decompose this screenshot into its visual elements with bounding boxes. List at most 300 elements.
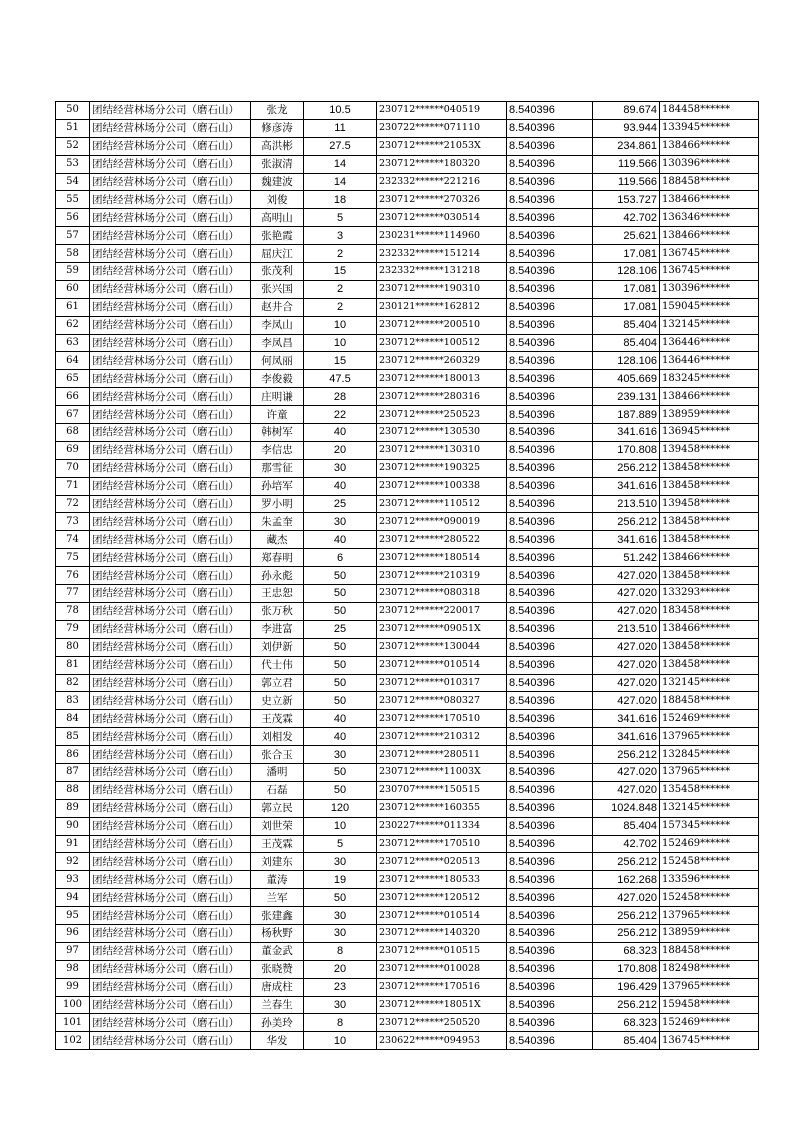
unit-name: 团结经营林场分公司（磨石山） xyxy=(90,155,251,173)
area-value: 3 xyxy=(304,227,377,245)
area-value: 10 xyxy=(304,1032,377,1050)
table-row xyxy=(56,674,759,692)
amount-value: 85.404 xyxy=(593,1032,660,1050)
row-number: 74 xyxy=(56,531,90,549)
phone-number: 132145****** xyxy=(660,799,759,817)
phone-number: 188458****** xyxy=(660,942,759,960)
row-number: 66 xyxy=(56,388,90,406)
row-number: 102 xyxy=(56,1032,90,1050)
id-number: 230712******120512 xyxy=(377,889,507,907)
amount-value: 128.106 xyxy=(593,352,660,370)
rate-value: 8.540396 xyxy=(507,817,593,835)
phone-number: 130396****** xyxy=(660,280,759,298)
table-row xyxy=(56,978,759,996)
row-number: 69 xyxy=(56,441,90,459)
amount-value: 341.616 xyxy=(593,728,660,746)
person-name: 许童 xyxy=(251,406,304,424)
phone-number: 136945****** xyxy=(660,424,759,442)
amount-value: 427.020 xyxy=(593,602,660,620)
table-row xyxy=(56,942,759,960)
row-number: 83 xyxy=(56,692,90,710)
id-number: 230712******100338 xyxy=(377,477,507,495)
table-row xyxy=(56,889,759,907)
amount-value: 427.020 xyxy=(593,889,660,907)
rate-value: 8.540396 xyxy=(507,173,593,191)
person-name: 罗小明 xyxy=(251,495,304,513)
id-number: 230712******280316 xyxy=(377,388,507,406)
rate-value: 8.540396 xyxy=(507,1032,593,1050)
rate-value: 8.540396 xyxy=(507,924,593,942)
phone-number: 136745****** xyxy=(660,263,759,281)
row-number: 57 xyxy=(56,227,90,245)
id-number: 230622******094953 xyxy=(377,1032,507,1050)
person-name: 张龙 xyxy=(251,102,304,120)
unit-name: 团结经营林场分公司（磨石山） xyxy=(90,585,251,603)
table-row xyxy=(56,996,759,1014)
amount-value: 153.727 xyxy=(593,191,660,209)
table-row xyxy=(56,799,759,817)
table-row xyxy=(56,173,759,191)
area-value: 30 xyxy=(304,924,377,942)
table-row xyxy=(56,1014,759,1032)
table-row xyxy=(56,549,759,567)
area-value: 11 xyxy=(304,119,377,137)
amount-value: 427.020 xyxy=(593,656,660,674)
rate-value: 8.540396 xyxy=(507,853,593,871)
rate-value: 8.540396 xyxy=(507,728,593,746)
table-row xyxy=(56,585,759,603)
table-row xyxy=(56,209,759,227)
amount-value: 256.212 xyxy=(593,924,660,942)
table-row xyxy=(56,817,759,835)
unit-name: 团结经营林场分公司（磨石山） xyxy=(90,459,251,477)
unit-name: 团结经营林场分公司（磨石山） xyxy=(90,388,251,406)
id-number: 230712******190310 xyxy=(377,280,507,298)
phone-number: 188458****** xyxy=(660,692,759,710)
person-name: 何凤丽 xyxy=(251,352,304,370)
unit-name: 团结经营林场分公司（磨石山） xyxy=(90,477,251,495)
id-number: 230712******130310 xyxy=(377,441,507,459)
table-row xyxy=(56,119,759,137)
table-row xyxy=(56,495,759,513)
rate-value: 8.540396 xyxy=(507,298,593,316)
amount-value: 51.242 xyxy=(593,549,660,567)
unit-name: 团结经营林场分公司（磨石山） xyxy=(90,924,251,942)
amount-value: 93.944 xyxy=(593,119,660,137)
id-number: 230712******010514 xyxy=(377,656,507,674)
unit-name: 团结经营林场分公司（磨石山） xyxy=(90,602,251,620)
amount-value: 128.106 xyxy=(593,263,660,281)
row-number: 87 xyxy=(56,763,90,781)
row-number: 53 xyxy=(56,155,90,173)
row-number: 94 xyxy=(56,889,90,907)
row-number: 78 xyxy=(56,602,90,620)
id-number: 230712******080327 xyxy=(377,692,507,710)
phone-number: 132145****** xyxy=(660,316,759,334)
unit-name: 团结经营林场分公司（磨石山） xyxy=(90,531,251,549)
unit-name: 团结经营林场分公司（磨石山） xyxy=(90,245,251,263)
id-number: 232332******221216 xyxy=(377,173,507,191)
phone-number: 137965****** xyxy=(660,907,759,925)
phone-number: 136346****** xyxy=(660,209,759,227)
person-name: 屈庆江 xyxy=(251,245,304,263)
phone-number: 132145****** xyxy=(660,674,759,692)
row-number: 99 xyxy=(56,978,90,996)
table-row xyxy=(56,907,759,925)
id-number: 230707******150515 xyxy=(377,781,507,799)
rate-value: 8.540396 xyxy=(507,710,593,728)
table-row xyxy=(56,513,759,531)
person-name: 孙美玲 xyxy=(251,1014,304,1032)
rate-value: 8.540396 xyxy=(507,549,593,567)
person-name: 韩树军 xyxy=(251,424,304,442)
phone-number: 135458****** xyxy=(660,781,759,799)
unit-name: 团结经营林场分公司（磨石山） xyxy=(90,567,251,585)
phone-number: 137965****** xyxy=(660,978,759,996)
person-name: 张兴国 xyxy=(251,280,304,298)
amount-value: 170.808 xyxy=(593,960,660,978)
amount-value: 256.212 xyxy=(593,513,660,531)
phone-number: 184458****** xyxy=(660,102,759,120)
rate-value: 8.540396 xyxy=(507,119,593,137)
id-number: 230712******130044 xyxy=(377,638,507,656)
rate-value: 8.540396 xyxy=(507,763,593,781)
id-number: 230712******180013 xyxy=(377,370,507,388)
id-number: 230712******09051X xyxy=(377,620,507,638)
id-number: 230712******250520 xyxy=(377,1014,507,1032)
row-number: 51 xyxy=(56,119,90,137)
person-name: 王茂霖 xyxy=(251,710,304,728)
table-row xyxy=(56,710,759,728)
rate-value: 8.540396 xyxy=(507,388,593,406)
unit-name: 团结经营林场分公司（磨石山） xyxy=(90,370,251,388)
area-value: 30 xyxy=(304,513,377,531)
id-number: 230712******130530 xyxy=(377,424,507,442)
id-number: 230712******180533 xyxy=(377,871,507,889)
row-number: 63 xyxy=(56,334,90,352)
id-number: 230712******040519 xyxy=(377,102,507,120)
rate-value: 8.540396 xyxy=(507,531,593,549)
rate-value: 8.540396 xyxy=(507,978,593,996)
person-name: 张淑清 xyxy=(251,155,304,173)
unit-name: 团结经营林场分公司（磨石山） xyxy=(90,406,251,424)
area-value: 30 xyxy=(304,746,377,764)
phone-number: 138458****** xyxy=(660,638,759,656)
area-value: 28 xyxy=(304,388,377,406)
person-name: 朱孟奎 xyxy=(251,513,304,531)
row-number: 54 xyxy=(56,173,90,191)
amount-value: 256.212 xyxy=(593,907,660,925)
id-number: 230712******21053X xyxy=(377,137,507,155)
row-number: 76 xyxy=(56,567,90,585)
row-number: 80 xyxy=(56,638,90,656)
table-row xyxy=(56,567,759,585)
id-number: 230712******180514 xyxy=(377,549,507,567)
amount-value: 213.510 xyxy=(593,620,660,638)
unit-name: 团结经营林场分公司（磨石山） xyxy=(90,656,251,674)
phone-number: 157345****** xyxy=(660,817,759,835)
unit-name: 团结经营林场分公司（磨石山） xyxy=(90,763,251,781)
rate-value: 8.540396 xyxy=(507,334,593,352)
person-name: 张建鑫 xyxy=(251,907,304,925)
phone-number: 138458****** xyxy=(660,567,759,585)
area-value: 5 xyxy=(304,835,377,853)
row-number: 96 xyxy=(56,924,90,942)
unit-name: 团结经营林场分公司（磨石山） xyxy=(90,263,251,281)
person-name: 石磊 xyxy=(251,781,304,799)
unit-name: 团结经营林场分公司（磨石山） xyxy=(90,746,251,764)
row-number: 52 xyxy=(56,137,90,155)
unit-name: 团结经营林场分公司（磨石山） xyxy=(90,441,251,459)
unit-name: 团结经营林场分公司（磨石山） xyxy=(90,102,251,120)
person-name: 董金武 xyxy=(251,942,304,960)
phone-number: 138466****** xyxy=(660,137,759,155)
row-number: 84 xyxy=(56,710,90,728)
row-number: 58 xyxy=(56,245,90,263)
row-number: 71 xyxy=(56,477,90,495)
area-value: 2 xyxy=(304,280,377,298)
amount-value: 1024.848 xyxy=(593,799,660,817)
person-name: 孙培军 xyxy=(251,477,304,495)
rate-value: 8.540396 xyxy=(507,316,593,334)
person-name: 郑春明 xyxy=(251,549,304,567)
row-number: 64 xyxy=(56,352,90,370)
amount-value: 427.020 xyxy=(593,674,660,692)
person-name: 刘俊 xyxy=(251,191,304,209)
person-name: 那雪征 xyxy=(251,459,304,477)
rate-value: 8.540396 xyxy=(507,155,593,173)
area-value: 50 xyxy=(304,692,377,710)
unit-name: 团结经营林场分公司（磨石山） xyxy=(90,853,251,871)
person-name: 李俊毅 xyxy=(251,370,304,388)
unit-name: 团结经营林场分公司（磨石山） xyxy=(90,960,251,978)
phone-number: 138466****** xyxy=(660,620,759,638)
rate-value: 8.540396 xyxy=(507,835,593,853)
rate-value: 8.540396 xyxy=(507,424,593,442)
amount-value: 17.081 xyxy=(593,245,660,263)
area-value: 30 xyxy=(304,459,377,477)
amount-value: 427.020 xyxy=(593,567,660,585)
person-name: 孙永彪 xyxy=(251,567,304,585)
table-row xyxy=(56,763,759,781)
phone-number: 136745****** xyxy=(660,1032,759,1050)
id-number: 230722******071110 xyxy=(377,119,507,137)
amount-value: 213.510 xyxy=(593,495,660,513)
rate-value: 8.540396 xyxy=(507,567,593,585)
id-number: 230712******010317 xyxy=(377,674,507,692)
row-number: 79 xyxy=(56,620,90,638)
area-value: 5 xyxy=(304,209,377,227)
id-number: 230712******090019 xyxy=(377,513,507,531)
row-number: 95 xyxy=(56,907,90,925)
amount-value: 25.621 xyxy=(593,227,660,245)
amount-value: 341.616 xyxy=(593,531,660,549)
id-number: 230712******180320 xyxy=(377,155,507,173)
rate-value: 8.540396 xyxy=(507,102,593,120)
area-value: 40 xyxy=(304,531,377,549)
amount-value: 17.081 xyxy=(593,298,660,316)
area-value: 50 xyxy=(304,674,377,692)
person-name: 代士伟 xyxy=(251,656,304,674)
area-value: 10 xyxy=(304,817,377,835)
unit-name: 团结经营林场分公司（磨石山） xyxy=(90,728,251,746)
area-value: 10 xyxy=(304,316,377,334)
unit-name: 团结经营林场分公司（磨石山） xyxy=(90,817,251,835)
unit-name: 团结经营林场分公司（磨石山） xyxy=(90,549,251,567)
row-number: 92 xyxy=(56,853,90,871)
table-row xyxy=(56,352,759,370)
unit-name: 团结经营林场分公司（磨石山） xyxy=(90,173,251,191)
rate-value: 8.540396 xyxy=(507,245,593,263)
person-name: 李进富 xyxy=(251,620,304,638)
table-row xyxy=(56,191,759,209)
table-row xyxy=(56,960,759,978)
row-number: 89 xyxy=(56,799,90,817)
amount-value: 119.566 xyxy=(593,173,660,191)
person-name: 张艳霞 xyxy=(251,227,304,245)
area-value: 20 xyxy=(304,960,377,978)
person-name: 郭立君 xyxy=(251,674,304,692)
phone-number: 152469****** xyxy=(660,1014,759,1032)
table-row xyxy=(56,316,759,334)
phone-number: 152458****** xyxy=(660,889,759,907)
area-value: 40 xyxy=(304,424,377,442)
amount-value: 427.020 xyxy=(593,692,660,710)
amount-value: 341.616 xyxy=(593,424,660,442)
rate-value: 8.540396 xyxy=(507,638,593,656)
rate-value: 8.540396 xyxy=(507,620,593,638)
person-name: 张晓赞 xyxy=(251,960,304,978)
amount-value: 196.429 xyxy=(593,978,660,996)
area-value: 40 xyxy=(304,477,377,495)
id-number: 230712******020513 xyxy=(377,853,507,871)
person-name: 董涛 xyxy=(251,871,304,889)
table-row xyxy=(56,424,759,442)
person-name: 杨秋野 xyxy=(251,924,304,942)
amount-value: 42.702 xyxy=(593,835,660,853)
person-name: 王茂霖 xyxy=(251,835,304,853)
area-value: 50 xyxy=(304,763,377,781)
amount-value: 256.212 xyxy=(593,996,660,1014)
area-value: 22 xyxy=(304,406,377,424)
row-number: 91 xyxy=(56,835,90,853)
area-value: 15 xyxy=(304,352,377,370)
unit-name: 团结经营林场分公司（磨石山） xyxy=(90,280,251,298)
rate-value: 8.540396 xyxy=(507,799,593,817)
id-number: 230712******250523 xyxy=(377,406,507,424)
area-value: 10.5 xyxy=(304,102,377,120)
id-number: 232332******131218 xyxy=(377,263,507,281)
id-number: 230712******200510 xyxy=(377,316,507,334)
id-number: 230712******170516 xyxy=(377,978,507,996)
unit-name: 团结经营林场分公司（磨石山） xyxy=(90,209,251,227)
amount-value: 119.566 xyxy=(593,155,660,173)
rate-value: 8.540396 xyxy=(507,871,593,889)
person-name: 兰军 xyxy=(251,889,304,907)
amount-value: 170.808 xyxy=(593,441,660,459)
phone-number: 138458****** xyxy=(660,531,759,549)
person-name: 张合玉 xyxy=(251,746,304,764)
unit-name: 团结经营林场分公司（磨石山） xyxy=(90,495,251,513)
id-number: 230712******140320 xyxy=(377,924,507,942)
unit-name: 团结经营林场分公司（磨石山） xyxy=(90,1032,251,1050)
area-value: 50 xyxy=(304,585,377,603)
area-value: 23 xyxy=(304,978,377,996)
amount-value: 85.404 xyxy=(593,334,660,352)
unit-name: 团结经营林场分公司（磨石山） xyxy=(90,692,251,710)
table-row xyxy=(56,406,759,424)
person-name: 李凤昌 xyxy=(251,334,304,352)
rate-value: 8.540396 xyxy=(507,280,593,298)
row-number: 77 xyxy=(56,585,90,603)
person-name: 修彦涛 xyxy=(251,119,304,137)
row-number: 61 xyxy=(56,298,90,316)
id-number: 230121******162812 xyxy=(377,298,507,316)
rate-value: 8.540396 xyxy=(507,209,593,227)
amount-value: 427.020 xyxy=(593,763,660,781)
phone-number: 188458****** xyxy=(660,173,759,191)
amount-value: 68.323 xyxy=(593,1014,660,1032)
area-value: 50 xyxy=(304,602,377,620)
row-number: 75 xyxy=(56,549,90,567)
rate-value: 8.540396 xyxy=(507,692,593,710)
table-row xyxy=(56,531,759,549)
row-number: 67 xyxy=(56,406,90,424)
rate-value: 8.540396 xyxy=(507,674,593,692)
area-value: 30 xyxy=(304,996,377,1014)
table-row xyxy=(56,477,759,495)
rate-value: 8.540396 xyxy=(507,907,593,925)
phone-number: 138466****** xyxy=(660,549,759,567)
row-number: 100 xyxy=(56,996,90,1014)
person-name: 藏杰 xyxy=(251,531,304,549)
area-value: 2 xyxy=(304,298,377,316)
table-row xyxy=(56,334,759,352)
phone-number: 139458****** xyxy=(660,441,759,459)
id-number: 232332******151214 xyxy=(377,245,507,263)
person-name: 刘相发 xyxy=(251,728,304,746)
table-row xyxy=(56,602,759,620)
table-row xyxy=(56,728,759,746)
row-number: 73 xyxy=(56,513,90,531)
table-row xyxy=(56,137,759,155)
person-name: 张万秋 xyxy=(251,602,304,620)
person-name: 魏建波 xyxy=(251,173,304,191)
table-row xyxy=(56,102,759,120)
row-number: 59 xyxy=(56,263,90,281)
person-name: 高洪彬 xyxy=(251,137,304,155)
id-number: 230712******010515 xyxy=(377,942,507,960)
id-number: 230712******11003X xyxy=(377,763,507,781)
person-name: 郭立民 xyxy=(251,799,304,817)
area-value: 14 xyxy=(304,173,377,191)
rate-value: 8.540396 xyxy=(507,441,593,459)
phone-number: 132845****** xyxy=(660,746,759,764)
amount-value: 162.268 xyxy=(593,871,660,889)
phone-number: 183245****** xyxy=(660,370,759,388)
unit-name: 团结经营林场分公司（磨石山） xyxy=(90,513,251,531)
phone-number: 133293****** xyxy=(660,585,759,603)
id-number: 230712******170510 xyxy=(377,835,507,853)
amount-value: 427.020 xyxy=(593,781,660,799)
id-number: 230712******160355 xyxy=(377,799,507,817)
phone-number: 133945****** xyxy=(660,119,759,137)
rate-value: 8.540396 xyxy=(507,746,593,764)
rate-value: 8.540396 xyxy=(507,459,593,477)
id-number: 230712******010028 xyxy=(377,960,507,978)
rate-value: 8.540396 xyxy=(507,495,593,513)
row-number: 72 xyxy=(56,495,90,513)
